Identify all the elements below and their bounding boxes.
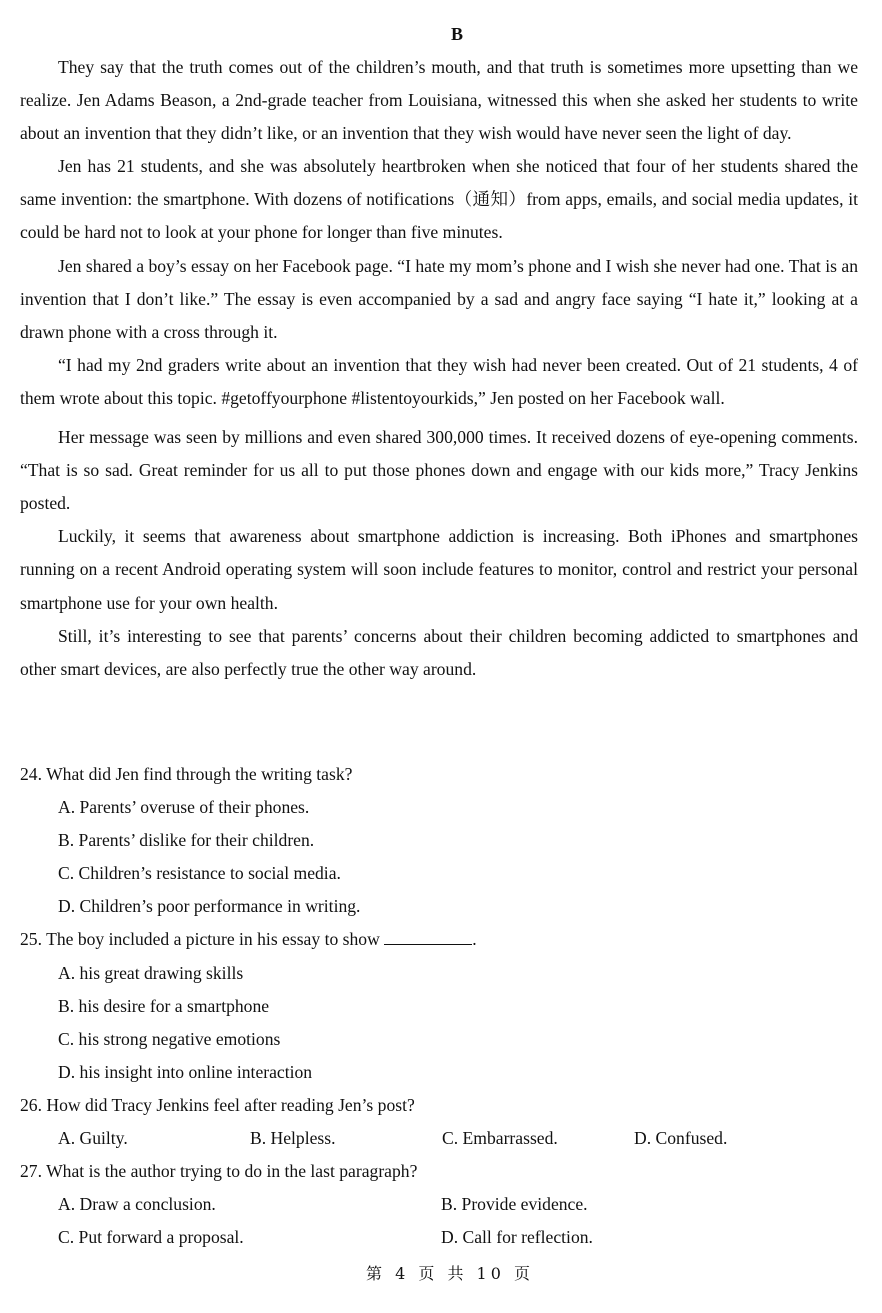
questions-section	[20, 758, 860, 1254]
question-25	[20, 923, 860, 1088]
question-27-options-row-2	[20, 1221, 860, 1254]
passage-paragraph-2: Jen has 21 students, and she was absolutely heartbroken when she noticed that four of her students shared the same invention: the smartphone. With dozens of notifications（通知）from apps, emails, and social media updates, it could be hard not to look at your phone for longer than five minutes.	[20, 156, 858, 243]
question-27	[20, 1155, 860, 1254]
passage-paragraph-1: They say that the truth comes out of the children’s mouth, and that truth is sometimes more upsetting than we realize. Jen Adams Beason, a 2nd-grade teacher from Louisiana, witnessed this when she asked her students to write about an invention that they didn’t like, or an invention that they wish would have never seen the light of day.	[20, 57, 858, 144]
question-25-option-d: D. his insight into online interaction	[58, 1061, 313, 1082]
question-26-option-a: A. Guilty.	[58, 1128, 128, 1149]
question-24-option-b: B. Parents’ dislike for their children.	[58, 830, 315, 851]
question-27-option-b: B. Provide evidence.	[441, 1194, 588, 1215]
reading-passage	[20, 51, 858, 686]
section-title: B	[450, 24, 463, 44]
question-27-stem: 27. What is the author trying to do in the last paragraph?	[20, 1161, 418, 1182]
passage-paragraph-5: Her message was seen by millions and even shared 300,000 times. It received dozens of eye-opening comments. “That is so sad. Great reminder for us all to put those phones down and engage with our kids more,” Tracy Jenkins posted.	[20, 427, 858, 514]
question-27-option-c: C. Put forward a proposal.	[58, 1227, 244, 1248]
question-24	[20, 758, 860, 923]
passage-paragraph-3: Jen shared a boy’s essay on her Facebook page. “I hate my mom’s phone and I wish she never had one. That is an invention that I don’t like.” The essay is even accompanied by a sad and angry face saying “I hate it,” looking at a drawn phone with a cross through it.	[20, 255, 858, 342]
question-24-option-a: A. Parents’ overuse of their phones.	[58, 797, 310, 818]
question-25-stem-end: .	[472, 929, 477, 950]
question-25-stem: 25. The boy included a picture in his essay to show	[20, 929, 380, 950]
question-26-option-c: C. Embarrassed.	[442, 1128, 558, 1149]
question-26-option-b: B. Helpless.	[250, 1128, 336, 1149]
question-25-stem-line	[20, 923, 860, 956]
question-27-option-d: D. Call for reflection.	[441, 1227, 593, 1248]
question-26-options	[20, 1122, 860, 1155]
question-25-option-b: B. his desire for a smartphone	[58, 995, 270, 1016]
question-27-option-a: A. Draw a conclusion.	[58, 1194, 216, 1215]
passage-paragraph-4: “I had my 2nd graders write about an invention that they wish had never been created. Out of 21 students, 4 of them wrote about this topic. #getoffyourphone #listentoyourkids,” Jen posted on her Facebook wall.	[20, 354, 858, 408]
passage-paragraph-6: Luckily, it seems that awareness about smartphone addiction is increasing. Both iPhones and smartphones running on a recent Android operating system will soon include features to monitor, control and restrict your personal smartphone use for your own health.	[20, 526, 858, 613]
page-number-footer: 第 4 页 共 10 页	[366, 1264, 534, 1283]
question-26	[20, 1089, 860, 1155]
answer-blank	[384, 927, 472, 945]
question-24-option-d: D. Children’s poor performance in writing.	[58, 896, 361, 917]
question-26-stem: 26. How did Tracy Jenkins feel after reading Jen’s post?	[20, 1094, 415, 1115]
question-27-options-row-1	[20, 1188, 860, 1221]
question-24-option-c: C. Children’s resistance to social media.	[58, 863, 341, 884]
question-25-option-a: A. his great drawing skills	[58, 962, 244, 983]
question-25-option-c: C. his strong negative emotions	[58, 1028, 281, 1049]
question-24-stem: 24. What did Jen find through the writing task?	[20, 764, 353, 784]
question-26-option-d: D. Confused.	[634, 1128, 728, 1149]
passage-paragraph-7: Still, it’s interesting to see that parents’ concerns about their children becoming addicted to smartphones and other smart devices, are also perfectly true the other way around.	[20, 625, 858, 679]
